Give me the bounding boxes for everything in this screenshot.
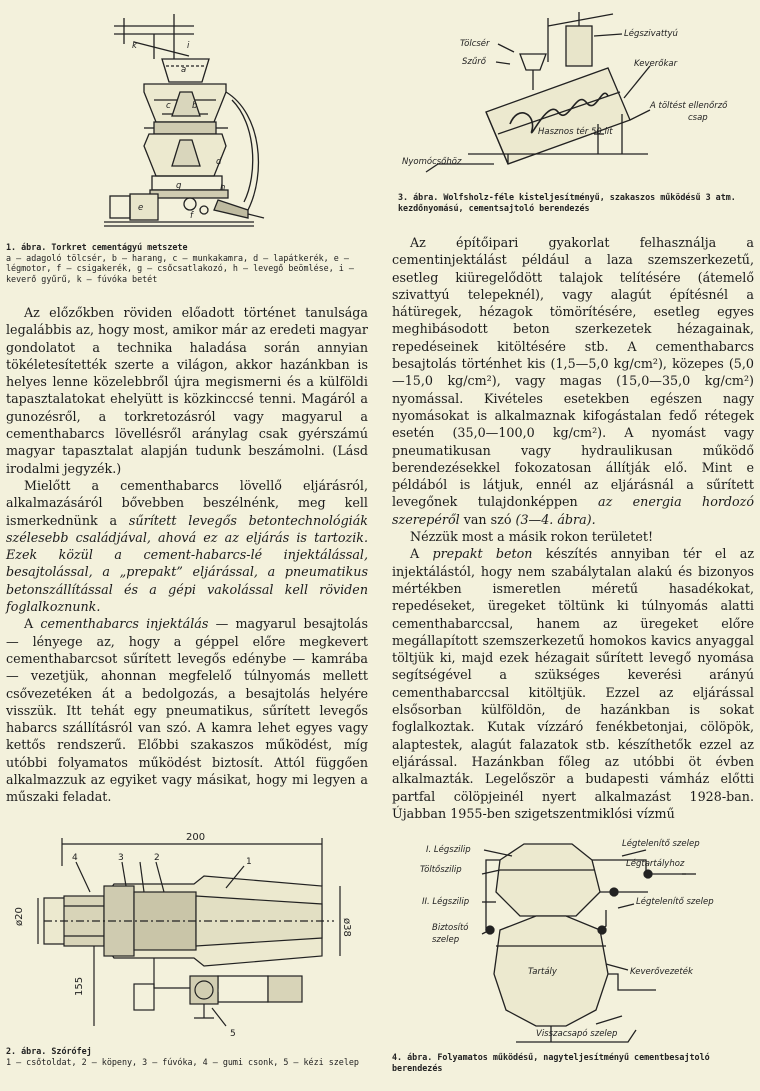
- figure-1-caption-text: a — adagoló tölcsér, b — harang, c — munkakamra, d — lapátkerék, e — légmotor, f — csigakerék, g — csőcsatlakozó, h — levegő beömlése, i — keverő gyűrű, k — fúvóka betét: [6, 252, 354, 284]
- figure-4-caption-title: 4. ábra.: [392, 1052, 433, 1062]
- fig3-label-hasznos: Hasznos tér 50 lit: [538, 127, 613, 137]
- fig2-label-3: 3: [118, 853, 124, 863]
- left-paragraph-3: [6, 615, 368, 805]
- figure-2-caption: [6, 1046, 376, 1067]
- left-p3-text: — magyarul besajtolás — lényege az, hogy a géppel előre megkevert cementhabarcsot sűrített levegős edénybe — kamrába — vezetjük, ahonnan megfelelő túlnyomás mellett csővezetéken át a bedolgozás, a besajtolás helyére visszük. Itt tehát egy pneumatikus, sűrített levegős habarcs szállításról van szó. A kamra lehet egyes vagy kettős rendszerű. Előbbi szakaszos működést, míg utóbbi folyamatos működést biztosít. Attól függően alkalmazzuk az egyiket vagy másikat, hogy mi legyen a műszaki feladat.: [6, 616, 368, 805]
- fig3-label-keverokar: Keverőkar: [634, 59, 678, 69]
- right-paragraph-3: [392, 545, 754, 822]
- fig2-label-4: 4: [72, 853, 78, 863]
- figure-4-caption: [392, 1052, 756, 1073]
- right-p3-text: készítés annyiban tér el az injektálástól, hogy nem szabálytalan alakú és bizonyos mértékben ismeretlen méretű hasadékokat, repedéseket, üregeket töltünk ki túlnyomás alatti cementhabarccsal, hanem az üregeket előre megállapított szemszerkezetű homokos kavics anyaggal töltjük ki, majd ezek hézagait sűrített levegő nyomása segítségével a szükséges keverési arányú cementhabarccsal kitöltjük. Ezzel az eljárással elsősorban külföldön, de hazánkban is sokat foglalkoztak. Kutak vízzáró fenékbetonjai, cölöpök, alaptestek, alagút falazatok stb. készíthetők ezzel az eljárással. Hazánkban főleg az utóbbi öt évben alkalmazták. Legelőször a budapesti vámház előtti partfal cölöpjeinél nyert alkalmazást 1928-ban. Újabban 1955-ben szigetszentmiklósi vízmű: [392, 546, 754, 821]
- fig3-label-nyomocsohoz: Nyomócsőhöz: [402, 157, 462, 167]
- fig4-label-legtelenito-2: Légtelenítő szelep: [636, 897, 714, 907]
- fig2-label-2: 2: [154, 853, 160, 863]
- fig4-label-legszilip-1: I. Légszilip: [426, 845, 471, 855]
- fig1-label-b: b: [192, 101, 198, 111]
- left-paragraph-2: [6, 477, 368, 615]
- fig4-label-kevero: Keverővezeték: [630, 967, 693, 977]
- figure-4-drawing: [396, 830, 758, 1048]
- right-column-text: [392, 234, 754, 822]
- fig3-label-legszivattyu: Légszivattyú: [624, 29, 678, 39]
- left-p3-italic: cementhabarcs injektálás: [40, 616, 209, 632]
- figure-1-torkret-gun: [4, 4, 266, 236]
- left-paragraph-1: Az előzőkben röviden előadott történet tanulsága legalábbis az, hogy most, amikor már az eredeti magyar gondolatot a technika haladása során annyian tökéletesítették szerte a világon, akkor hazánkban is helyes lenne közelebbről újra megismerni és a külföldi tapasztalatokat ehelyütt is közkinccsé tenni. Magáról a gunozésről, a torkretozásról vagy magyarul a cementhabarcs lövellésről aránylag csak gyérszámú magyar tapasztalat alapján tudunk beszámolni. (Lásd irodalmi jegyzék.): [6, 305, 368, 476]
- figure-2-caption-title: 2. ábra. Szórófej: [6, 1046, 92, 1056]
- fig1-label-f: f: [190, 211, 193, 221]
- figure-1-caption: [6, 242, 366, 284]
- fig2-label-1: 1: [246, 857, 252, 867]
- right-p3-lead: A: [410, 546, 433, 562]
- figure-2-spray-head: [4, 826, 374, 1044]
- right-p1-text-b: van szó: [459, 511, 516, 527]
- fig4-label-szelep: szelep: [432, 935, 460, 945]
- fig4-label-visszacsapo: Visszacsapó szelep: [536, 1029, 618, 1039]
- fig2-dim-d38: ø38: [341, 918, 352, 937]
- figure-2-drawing: [4, 826, 374, 1044]
- figure-3-wolfsholz-device: [398, 4, 758, 192]
- figure-3-caption: [398, 192, 758, 213]
- fig1-label-a: a: [181, 65, 187, 75]
- right-p1-italic: az energia hordozó szerepéről: [392, 494, 754, 527]
- right-paragraph-2: Nézzük most a másik rokon területet!: [410, 529, 654, 545]
- figure-3-caption-text: Wolfsholz-féle kisteljesítményű, szakaszos működésű 3 atm. kezdőnyomású, cementsajtoló berendezés: [398, 192, 736, 213]
- fig4-label-legtelenito-1: Légtelenítő szelep: [622, 839, 700, 849]
- fig1-label-e: e: [138, 203, 144, 213]
- fig4-label-biztosito: Biztosító: [432, 923, 469, 933]
- fig2-dim-d20: ø20: [14, 907, 25, 926]
- fig1-label-g: g: [176, 181, 182, 191]
- fig2-dim-155: 155: [74, 976, 85, 996]
- fig1-label-i: i: [187, 41, 190, 51]
- fig3-label-tolcser: Tölcsér: [460, 39, 490, 49]
- fig4-label-tartaly: Tartály: [528, 967, 557, 977]
- right-paragraph-1: [392, 234, 754, 528]
- left-p2-text: Mielőtt a cementhabarcs lövellő eljárásról, alkalmazásáról bővebben beszélnénk, meg kell ismerkednünk a: [6, 477, 368, 528]
- left-p2-italic: sűrített levegős betontechnológiák szélesebb családjával, ahová ez az eljárás is tartozik. Ezek közül a cement-habarcs-lé injektálással, besajtolással, a „prepakt” eljárással, a pneumatikus betonszállítással és a gépi vakolással kell röviden foglalkoznunk.: [6, 512, 368, 615]
- figure-3-drawing: [398, 4, 758, 192]
- fig4-label-toltoszilip: Töltőszilip: [420, 865, 462, 875]
- figure-4-continuous-device: [396, 830, 758, 1048]
- fig3-label-csap: csap: [688, 113, 708, 123]
- left-p3-lead: A: [24, 616, 41, 632]
- figure-1-caption-title: 1. ábra. Torkret cementágyú metszete: [6, 242, 188, 252]
- fig4-label-legszilip-2: II. Légszilip: [422, 897, 470, 907]
- right-p1-text: Az építőipari gyakorlat felhasználja a cementinjektálást például a laza szemszerkezetű, esetleg kiüregelődött talajok telítésére (átemelő szivattyú telepeknél), vagy alagút építésnél a hátüregek, hézagok tömörítésére, esetleg egyes meghibásodott beton szerkezetek hézagainak, repedéseinek kitöltésére stb. A cementhabarcs besajtolás történhet kis (1,5—5,0 kg/cm²), közepes (5,0—15,0 kg/cm²), vagy magas (15,0—35,0 kg/cm²) nyomással. Kivételes esetekben egészen nagy nyomásokat is alkalmaznak kifogástalan fedő rétegek esetén (35,0—100,0 kg/cm²). A nyomást vagy pneumatikusan vagy hydraulikusan működő berendezésekkel fokozatosan állítják elő. Mint e példából is látjuk, ennél az eljárásnál a sűrített levegőnek tulajdonképpen: [392, 235, 754, 510]
- right-p1-italic-2: (3—4. ábra).: [515, 511, 596, 527]
- fig1-label-h: h: [220, 183, 226, 193]
- left-column-text: [6, 304, 368, 806]
- fig4-label-legtartaly: Légtartályhoz: [626, 859, 685, 869]
- figure-2-caption-text: 1 — csőtoldat, 2 — köpeny, 3 — fúvóka, 4 — gumi csonk, 5 — kézi szelep: [6, 1056, 359, 1067]
- figure-4-caption-text: Folyamatos működésű, nagyteljesítményű cementbesajtoló berendezés: [392, 1052, 710, 1073]
- right-p3-italic: prepakt beton: [432, 546, 533, 562]
- fig3-label-szuro: Szűrő: [462, 57, 486, 67]
- fig2-label-5: 5: [230, 1029, 236, 1039]
- fig2-dim-200: 200: [186, 832, 206, 843]
- figure-3-caption-title: 3. ábra.: [398, 192, 439, 202]
- fig1-label-d: d: [216, 157, 222, 167]
- fig1-label-k: k: [132, 41, 137, 51]
- figure-1-drawing: [4, 4, 266, 236]
- fig3-label-toltes: A töltést ellenőrző: [650, 101, 728, 111]
- fig1-label-c: c: [166, 101, 171, 111]
